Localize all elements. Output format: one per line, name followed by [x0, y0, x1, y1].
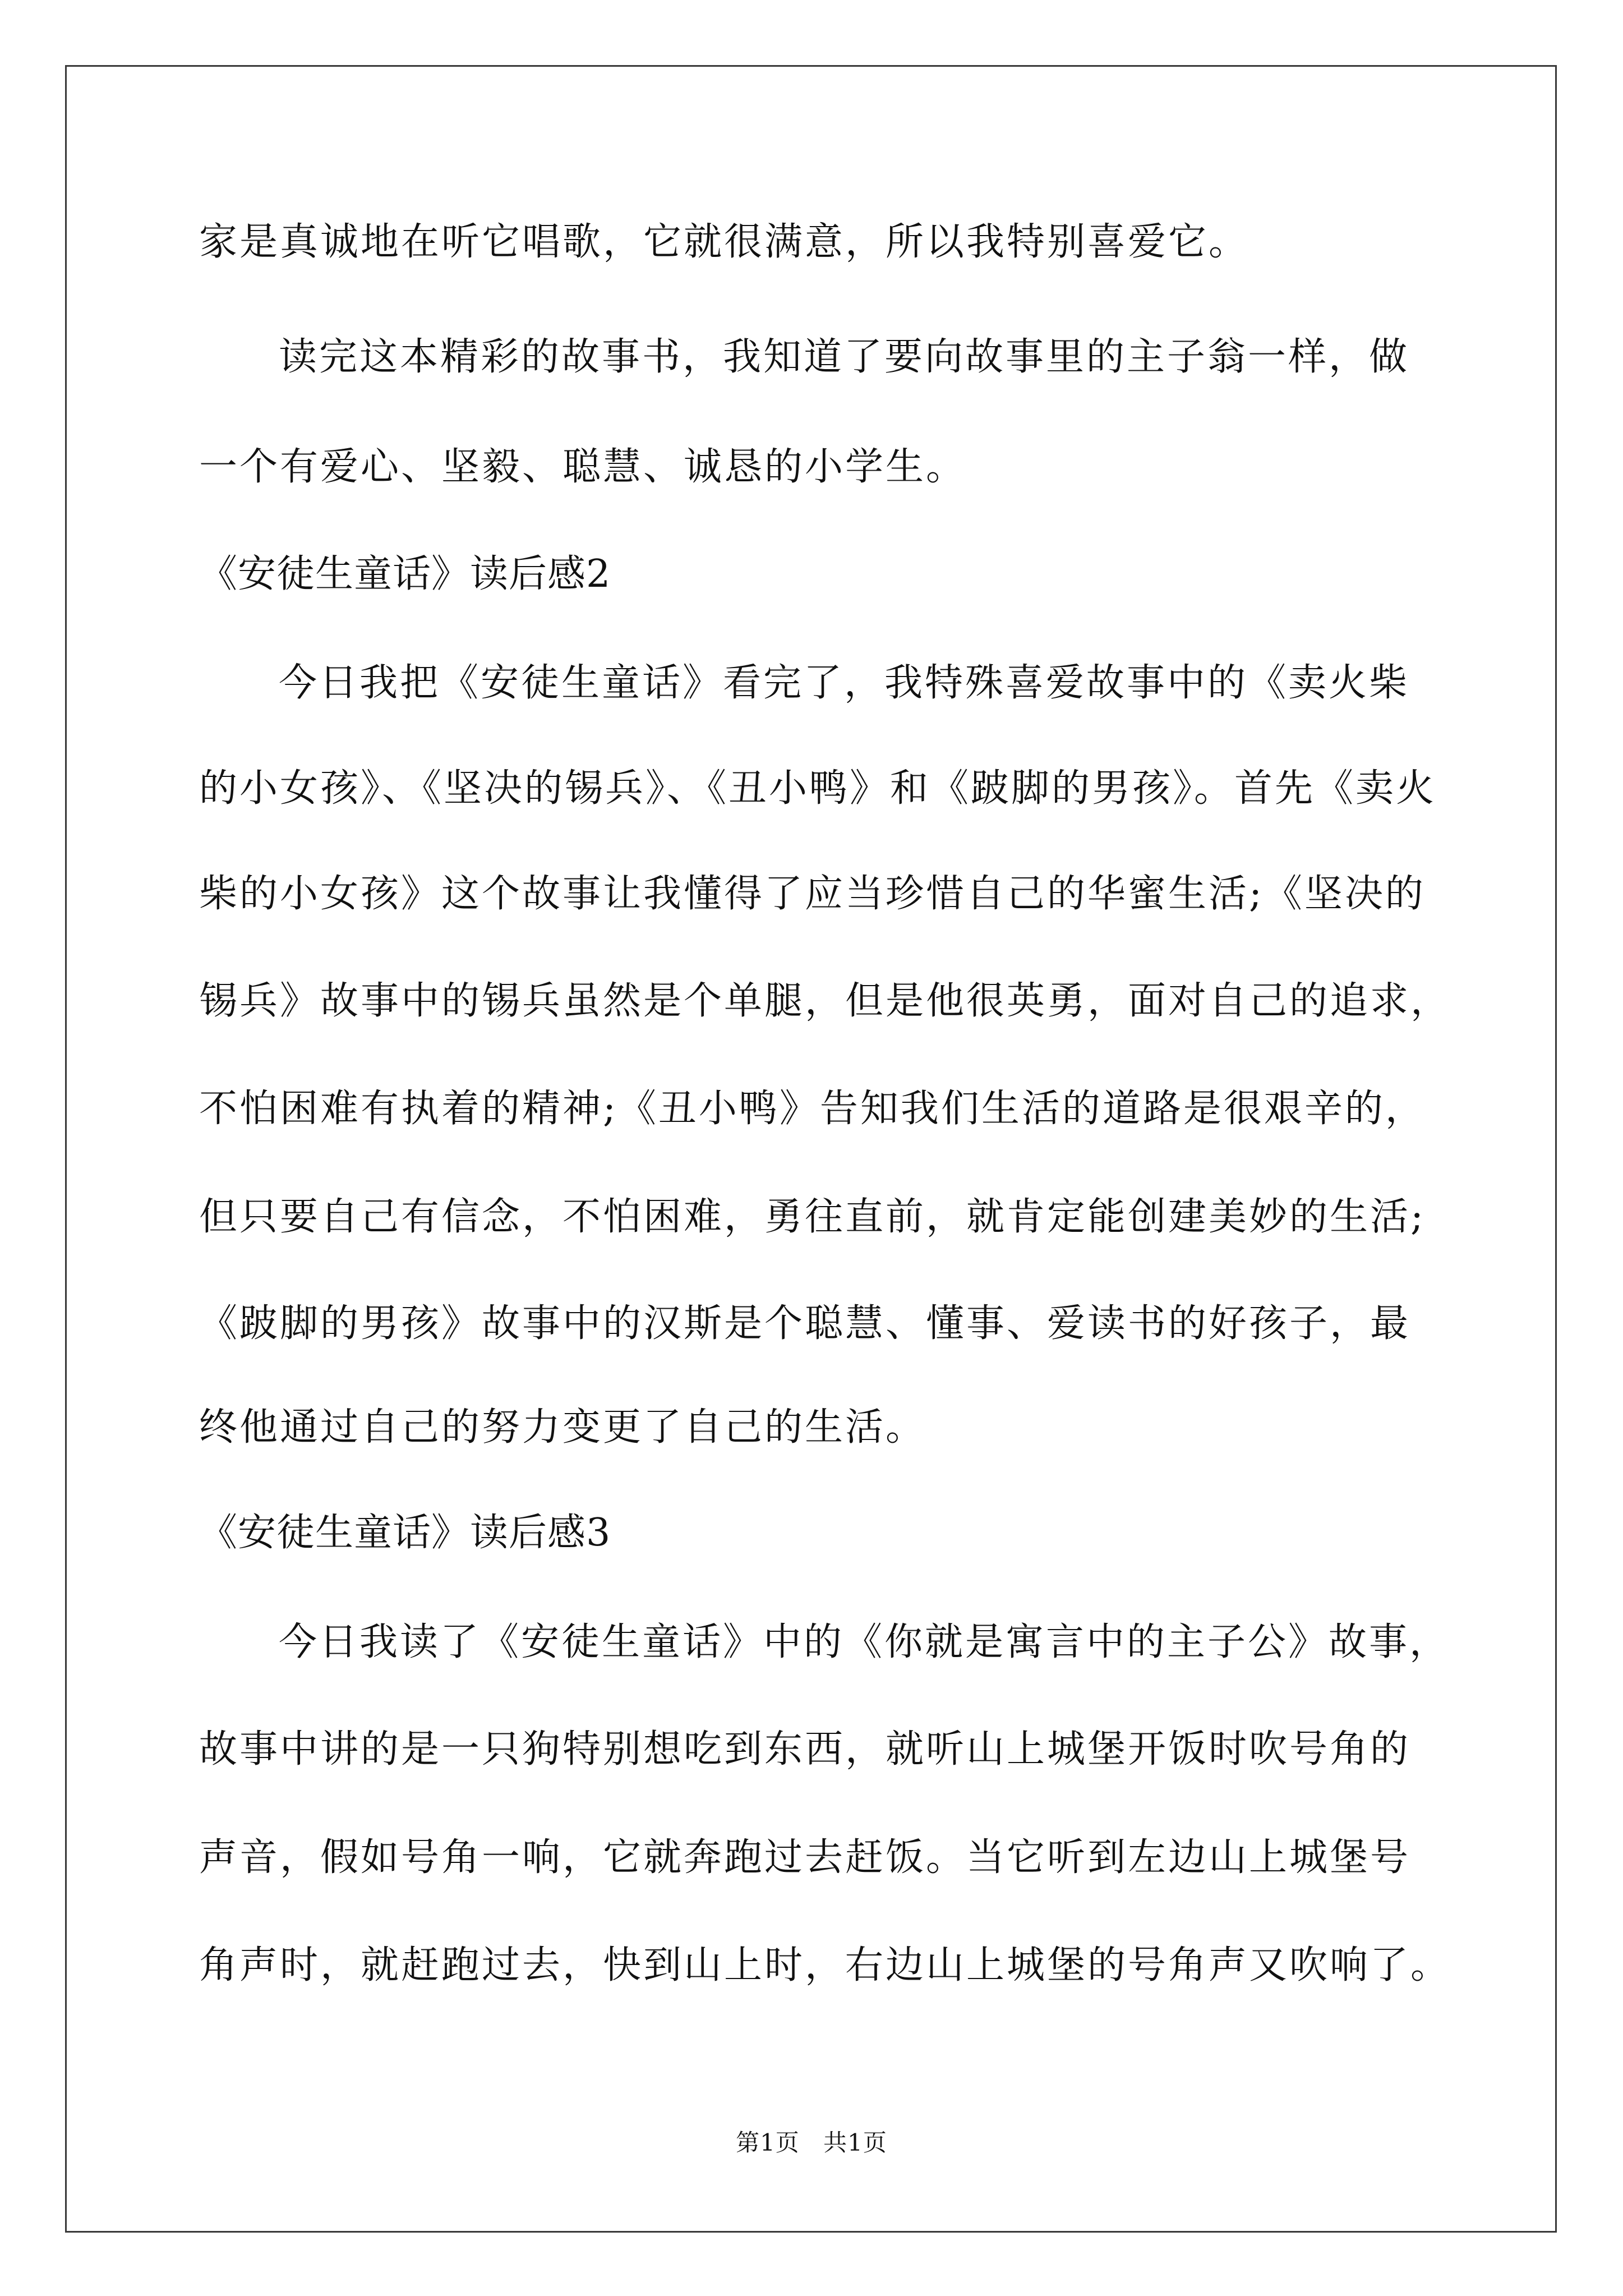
paragraph-start: 今日我读了《安徒生童话》中的《你就是寓言中的主子公》故事， — [279, 1620, 1450, 1664]
text-line: 不怕困难有执着的精神;《丑小鸭》告知我们生活的道路是很艰辛的， — [199, 1087, 1426, 1131]
text-line: 故事中讲的是一只狗特别想吃到东西，就听山上城堡开饭时吹号角的 — [199, 1727, 1411, 1772]
text-line: 柴的小女孩》这个故事让我懂得了应当珍惜自己的华蜜生活;《坚决的 — [199, 872, 1426, 916]
text-line: 角声时，就赶跑过去，快到山上时，右边山上城堡的号角声又吹响了。 — [199, 1943, 1451, 1987]
page-border — [65, 65, 1557, 2233]
section-heading: 《安徒生童话》读后感3 — [199, 1511, 611, 1555]
section-heading: 《安徒生童话》读后感2 — [199, 552, 611, 596]
page-footer — [0, 2129, 1623, 2157]
text-line: 声音，假如号角一响，它就奔跑过去赶饭。当它听到左边山上城堡号 — [199, 1835, 1411, 1880]
paragraph-start: 读完这本精彩的故事书，我知道了要向故事里的主子翁一样，做 — [279, 335, 1410, 379]
page-number: 第1页 — [736, 2129, 800, 2156]
text-line: 一个有爱心、坚毅、聪慧、诚恳的小学生。 — [199, 445, 967, 489]
text-line: 但只要自己有信念，不怕困难，勇往直前，就肯定能创建美妙的生活; — [199, 1195, 1426, 1239]
text-line: 家是真诚地在听它唱歌，它就很满意，所以我特别喜爱它。 — [199, 220, 1249, 264]
text-line: 的小女孩》、《坚决的锡兵》、《丑小鸭》和《跛脚的男孩》。首先《卖火 — [199, 766, 1437, 811]
text-line: 锡兵》故事中的锡兵虽然是个单腿，但是他很英勇，面对自己的追求， — [199, 979, 1451, 1023]
paragraph-start: 今日我把《安徒生童话》看完了，我特殊喜爱故事中的《卖火柴 — [279, 661, 1410, 705]
text-line: 终他通过自己的努力变更了自己的生活。 — [199, 1405, 926, 1450]
text-line: 《跛脚的男孩》故事中的汉斯是个聪慧、懂事、爱读书的好孩子，最 — [199, 1301, 1411, 1346]
page-total: 共1页 — [823, 2129, 887, 2156]
